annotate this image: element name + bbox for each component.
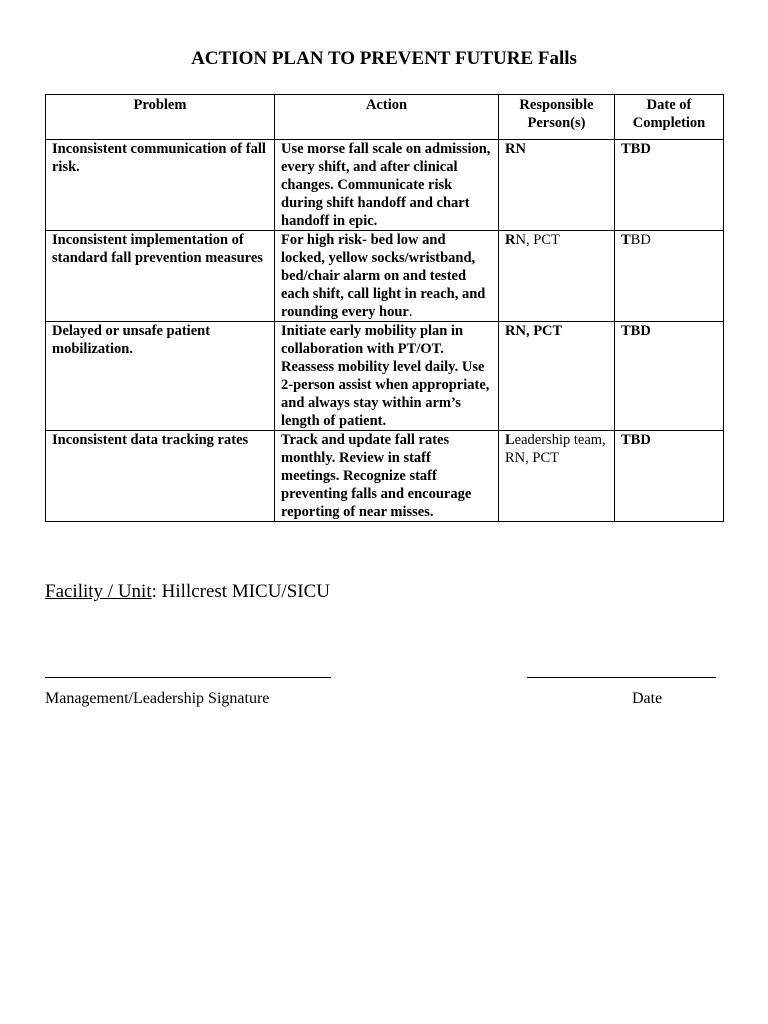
table-row (46, 322, 724, 431)
responsible-cell (499, 140, 615, 231)
header-responsible: Responsible Person(s) (499, 95, 615, 140)
action-cell (275, 231, 499, 322)
action-cell: Initiate early mobility plan in collaboration with PT/OT. Reassess mobility level daily. Use 2-person assist when appropriate, and always stay within arm’s length of patient. (275, 322, 499, 431)
responsible-initial: R (505, 232, 516, 248)
responsible-rest: N, PCT (515, 232, 560, 248)
responsible-text: RN (505, 141, 526, 157)
table-row (46, 140, 724, 231)
date-cell (615, 431, 724, 522)
action-suffix: . (408, 304, 413, 320)
signature-caption: Management/Leadership Signature (45, 690, 270, 707)
problem-cell: Inconsistent implementation of standard fall prevention measures (46, 231, 275, 322)
facility-separator: : (151, 581, 157, 602)
responsible-rest: eadership team, RN, PCT (505, 432, 606, 466)
responsible-text: RN, PCT (505, 323, 563, 339)
responsible-cell (499, 322, 615, 431)
date-text: TBD (621, 432, 651, 448)
responsible-cell (499, 431, 615, 522)
facility-value: Hillcrest MICU/SICU (156, 581, 330, 602)
problem-cell: Inconsistent communication of fall risk. (46, 140, 275, 231)
date-caption: Date (632, 690, 663, 707)
action-cell: Use morse fall scale on admission, every shift, and after clinical changes. Communicate risk during shift handoff and chart handoff in epic. (275, 140, 499, 231)
table-row (46, 431, 724, 522)
problem-cell: Inconsistent data tracking rates (46, 431, 275, 522)
header-date: Date of Completion (615, 95, 724, 140)
date-text: TBD (621, 323, 651, 339)
date-line (527, 677, 716, 678)
header-action: Action (275, 95, 499, 140)
date-cell (615, 231, 724, 322)
responsible-cell (499, 231, 615, 322)
problem-cell: Delayed or unsafe patient mobilization. (46, 322, 275, 431)
header-problem: Problem (46, 95, 275, 140)
action-text: For high risk- bed low and locked, yellow socks/wristband, bed/chair alarm on and tested each shift, call light in reach, and rounding every hour (281, 232, 486, 320)
date-cell (615, 322, 724, 431)
date-rest: BD (630, 232, 651, 248)
table-row (46, 231, 724, 322)
date-cell (615, 140, 724, 231)
facility-label: Facility / Unit (45, 581, 152, 602)
page-title: ACTION PLAN TO PREVENT FUTURE Falls (191, 48, 577, 69)
signature-line (45, 677, 331, 678)
action-plan-table (45, 94, 724, 522)
table-header-row (46, 95, 724, 140)
date-initial: T (621, 232, 631, 248)
date-text: TBD (621, 141, 651, 157)
action-cell: Track and update fall rates monthly. Review in staff meetings. Recognize staff preventing falls and encourage reporting of near misses. (275, 431, 499, 522)
facility-unit-line (45, 580, 330, 604)
responsible-initial: L (505, 432, 515, 448)
